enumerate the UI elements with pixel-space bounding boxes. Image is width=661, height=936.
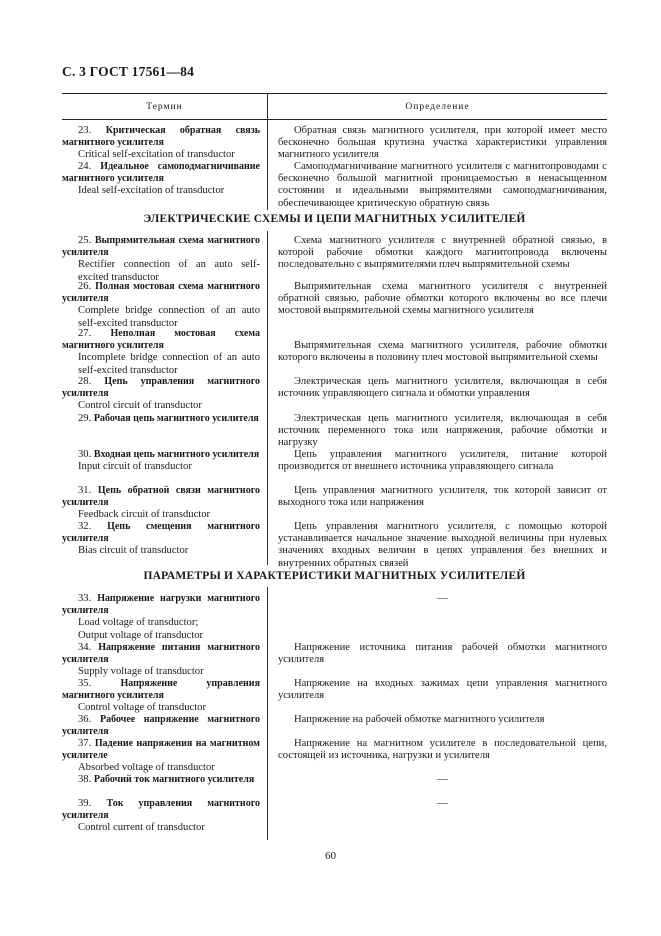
page-header-title: С. 3 ГОСТ 17561—84 bbox=[62, 64, 195, 79]
term-english: Complete bridge connection of an auto self-excited transductor bbox=[78, 305, 260, 329]
term-entry: 28. Цепь управления магнитного усилителя Control circuit of transductor bbox=[62, 376, 260, 412]
term-entry: 38. Рабочий ток магнитного усилителя bbox=[78, 774, 255, 785]
term-entry: 26. Полная мостовая схема магнитного усилителя Complete bridge connection of an auto self-excited transductor bbox=[62, 281, 260, 329]
term-russian: Рабочая цепь магнитного усилителя bbox=[93, 413, 259, 424]
term-definition: Цепь управления магнитного усилителя, с помощью которой устанавливается начальное значение выходной величины при нулевых значениях входных величин в цепях управления без внешних и внутренних обратных связей bbox=[278, 521, 607, 569]
term-russian: Падение напряжения на магнитном усилителе bbox=[62, 738, 260, 762]
term-definition: Обратная связь магнитного усилителя, при которой имеет место бесконечно большая крутизна участка характеристики управления магнитного усилителя bbox=[278, 125, 607, 161]
term-definition: — bbox=[437, 798, 448, 809]
term-entry: 32. Цепь смещения магнитного усилителя Bias circuit of transductor bbox=[62, 521, 261, 557]
term-entry: 25. Выпрямительная схема магнитного усилителя Rectifier connection of an auto self-excited transductor bbox=[62, 235, 260, 283]
term-russian: Цепь смещения магнитного усилителя bbox=[62, 521, 261, 545]
term-russian: Неполная мостовая схема магнитного усилителя bbox=[62, 328, 261, 352]
term-russian: Полная мостовая схема магнитного усилителя bbox=[62, 281, 260, 305]
section-title: ПАРАМЕТРЫ И ХАРАКТЕРИСТИКИ МАГНИТНЫХ УСИЛИТЕЛЕЙ bbox=[143, 570, 526, 582]
column-divider bbox=[267, 118, 268, 210]
column-divider bbox=[267, 231, 268, 565]
term-definition: Выпрямительная схема магнитного усилителя с внутренней обратной связью, рабочие обмотки которого включены во все плечи мостовой выпрямительной схемы магнитного усилителя bbox=[278, 281, 607, 317]
term-english: Load voltage of transductor; bbox=[78, 617, 199, 629]
term-definition: Схема магнитного усилителя с внутренней обратной связью, в которой рабочие обмотки каждого магнитопровода включены последовательно с выпрямителями плеч выпрямительной схемы bbox=[278, 235, 607, 271]
column-divider bbox=[267, 587, 268, 840]
term-definition: Напряжение на рабочей обмотке магнитного усилителя bbox=[294, 714, 545, 725]
term-russian: Напряжение нагрузки магнитного усилителя bbox=[62, 593, 260, 617]
term-russian: Цепь обратной связи магнитного усилителя bbox=[62, 485, 260, 509]
term-russian: Напряжение питания магнитного усилителя bbox=[62, 642, 260, 666]
term-english: Bias circuit of transductor bbox=[78, 545, 189, 557]
term-russian: Цепь управления магнитного усилителя bbox=[62, 376, 260, 400]
term-russian: Напряжение управления магнитного усилителя bbox=[62, 678, 260, 702]
term-column-header: Термин bbox=[146, 102, 183, 112]
term-definition: Электрическая цепь магнитного усилителя, включающая в себя источник переменного тока или напряжения, рабочие обмотки и нагрузку bbox=[278, 413, 607, 449]
term-entry: 35. Напряжение управления магнитного усилителя Control voltage of transductor bbox=[62, 678, 260, 714]
term-entry: 23. Критическая обратная связь магнитного усилителя Critical self-excitation of transductor bbox=[62, 125, 261, 161]
term-english: Incomplete bridge connection of an auto self-excited transductor bbox=[78, 352, 260, 376]
section-title: ЭЛЕКТРИЧЕСКИЕ СХЕМЫ И ЦЕПИ МАГНИТНЫХ УСИЛИТЕЛЕЙ bbox=[143, 213, 526, 225]
term-english: Ideal self-excitation of transductor bbox=[78, 185, 225, 197]
term-english: Control voltage of transductor bbox=[78, 702, 206, 714]
term-russian: Выпрямительная схема магнитного усилителя bbox=[62, 235, 260, 259]
term-russian: Ток управления магнитного усилителя bbox=[62, 798, 260, 822]
term-entry: 36. Рабочее напряжение магнитного усилителя bbox=[62, 714, 260, 738]
term-definition: Выпрямительная схема магнитного усилителя, рабочие обмотки которого включены в половину плеч мостовой выпрямительной схемы bbox=[278, 340, 607, 364]
term-russian: Критическая обратная связь магнитного усилителя bbox=[62, 125, 261, 149]
term-definition: Напряжение источника питания рабочей обмотки магнитного усилителя bbox=[278, 642, 607, 666]
term-entry: 30. Входная цепь магнитного усилителя Input circuit of transductor bbox=[62, 449, 260, 473]
term-entry: 34. Напряжение питания магнитного усилителя Supply voltage of transductor bbox=[62, 642, 260, 678]
term-entry: 29. Рабочая цепь магнитного усилителя bbox=[78, 413, 259, 424]
term-definition: Цепь управления магнитного усилителя, ток которой зависит от выходного тока или напряжения bbox=[278, 485, 607, 509]
term-english: Rectifier connection of an auto self-excited transductor bbox=[78, 259, 260, 283]
term-russian: Рабочее напряжение магнитного усилителя bbox=[62, 714, 260, 738]
term-definition: Напряжение на магнитном усилителе в последовательной цепи, состоящей из источника, нагрузки и усилителя bbox=[278, 738, 607, 762]
term-definition: Электрическая цепь магнитного усилителя, включающая в себя источник управляющего сигнала и обмотки управления bbox=[278, 376, 607, 400]
page-number: 60 bbox=[325, 850, 336, 862]
term-russian: Рабочий ток магнитного усилителя bbox=[93, 774, 255, 785]
term-english: Absorbed voltage of transductor bbox=[78, 762, 215, 774]
term-entry: 39. Ток управления магнитного усилителя Control current of transductor bbox=[62, 798, 260, 834]
term-english: Output voltage of transductor bbox=[78, 629, 204, 641]
term-entry: 24. Идеальное самоподмагничивание магнитного усилителя Ideal self-excitation of transductor bbox=[62, 161, 260, 197]
term-entry: 33. Напряжение нагрузки магнитного усилителя Load voltage of transductor; Output voltage of transductor bbox=[62, 593, 260, 641]
term-entry: 37. Падение напряжения на магнитном усилителе Absorbed voltage of transductor bbox=[62, 738, 260, 774]
term-entry: 31. Цепь обратной связи магнитного усилителя Feedback circuit of transductor bbox=[62, 485, 260, 521]
term-definition: Самоподмагничивание магнитного усилителя с магнитопроводами с бесконечно большой магнитной проницаемостью в ненасыщенном состоянии и идеальными выпрямителями самоподмагничивания, обеспечивающее критическую обратную связь bbox=[278, 161, 607, 209]
term-russian: Входная цепь магнитного усилителя bbox=[93, 449, 260, 460]
term-definition: Цепь управления магнитного усилителя, питание которой производится от внешнего источника управляющего сигнала bbox=[278, 449, 607, 473]
term-definition: — bbox=[437, 774, 448, 785]
term-english: Control current of transductor bbox=[78, 822, 205, 834]
term-definition: — bbox=[437, 593, 448, 604]
term-english: Critical self-excitation of transductor bbox=[78, 149, 235, 161]
term-entry: 27. Неполная мостовая схема магнитного усилителя Incomplete bridge connection of an auto self-excited transductor bbox=[62, 328, 261, 376]
definition-column-header: Определение bbox=[405, 102, 470, 112]
term-english: Supply voltage of transductor bbox=[78, 666, 204, 678]
table-header bbox=[62, 93, 607, 120]
term-english: Control circuit of transductor bbox=[78, 400, 202, 412]
term-english: Feedback circuit of transductor bbox=[78, 509, 211, 521]
term-english: Input circuit of transductor bbox=[78, 461, 192, 473]
term-definition: Напряжение на входных зажимах цепи управления магнитного усилителя bbox=[278, 678, 607, 702]
term-russian: Идеальное самоподмагничивание магнитного усилителя bbox=[62, 161, 260, 185]
